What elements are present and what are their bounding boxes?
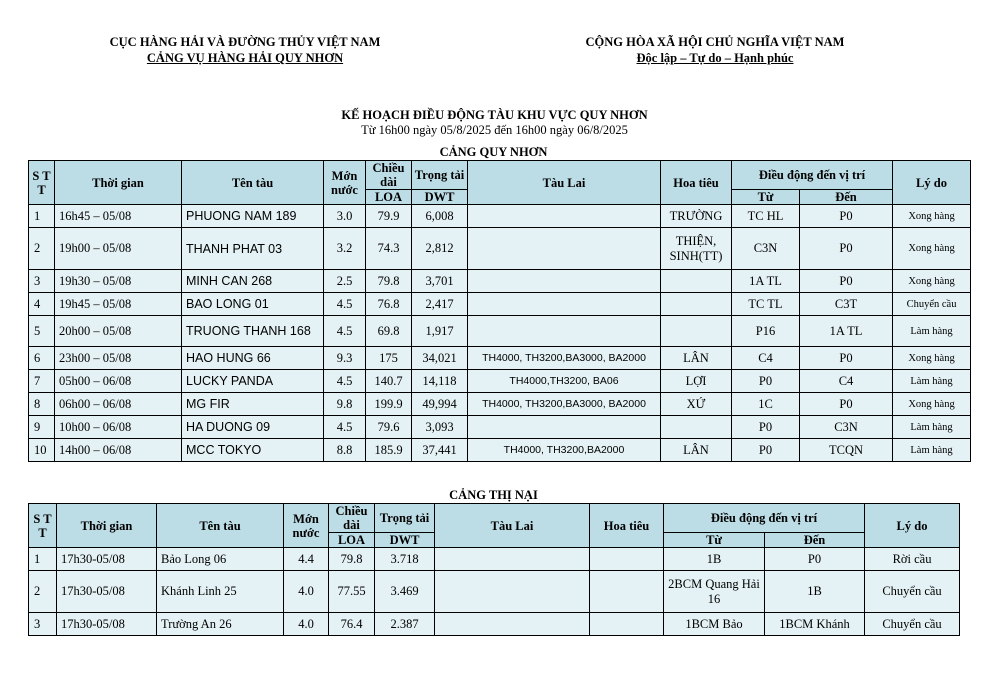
loa-cell: 76.8 xyxy=(366,293,412,316)
table-row xyxy=(29,613,960,636)
from-cell: 1C xyxy=(732,393,800,416)
from-cell: 1BCM Bảo xyxy=(664,613,765,636)
table-row xyxy=(29,370,971,393)
tug-cell xyxy=(468,293,661,316)
document-title: KẾ HOẠCH ĐIỀU ĐỘNG TÀU KHU VỰC QUY NHƠN xyxy=(341,108,648,122)
col-reason: Lý do xyxy=(893,161,971,205)
national-header xyxy=(520,34,910,66)
ship-name-cell: THANH PHAT 03 xyxy=(182,228,324,270)
document-subtitle: Từ 16h00 ngày 05/8/2025 đến 16h00 ngày 06/8/2025 xyxy=(361,123,628,137)
to-cell: P0 xyxy=(800,347,893,370)
dwt-cell: 2,812 xyxy=(412,228,468,270)
from-cell: TC HL xyxy=(732,205,800,228)
tug-cell xyxy=(468,316,661,347)
dwt-cell: 3,701 xyxy=(412,270,468,293)
col-pilot: Hoa tiêu xyxy=(590,504,664,548)
dwt-cell: 3,093 xyxy=(412,416,468,439)
stt-cell: 5 xyxy=(29,316,55,347)
pilot-cell xyxy=(661,270,732,293)
col-time: Thời gian xyxy=(55,161,182,205)
tug-cell: TH4000,TH3200, BA06 xyxy=(468,370,661,393)
dwt-cell: 1,917 xyxy=(412,316,468,347)
reason-cell: Làm hàng xyxy=(893,370,971,393)
ship-name-cell: Khánh Linh 25 xyxy=(157,571,284,613)
table-row xyxy=(29,347,971,370)
table-row xyxy=(29,205,971,228)
col-stt: S T T xyxy=(29,161,55,205)
time-cell: 23h00 – 05/08 xyxy=(55,347,182,370)
table-row xyxy=(29,416,971,439)
draft-cell: 3.2 xyxy=(324,228,366,270)
stt-cell: 1 xyxy=(29,548,57,571)
time-cell: 17h30-05/08 xyxy=(57,548,157,571)
col-move: Điều động đến vị trí xyxy=(664,504,865,533)
dwt-cell: 37,441 xyxy=(412,439,468,462)
draft-cell: 4.5 xyxy=(324,370,366,393)
loa-cell: 77.55 xyxy=(329,571,375,613)
time-cell: 17h30-05/08 xyxy=(57,613,157,636)
loa-cell: 199.9 xyxy=(366,393,412,416)
stt-cell: 3 xyxy=(29,270,55,293)
col-dwt: DWT xyxy=(412,190,468,205)
col-draft: Mớn nước xyxy=(284,504,329,548)
reason-cell: Chuyển cầu xyxy=(893,293,971,316)
col-move: Điều động đến vị trí xyxy=(732,161,893,190)
col-stt: S T T xyxy=(29,504,57,548)
to-cell: P0 xyxy=(765,548,865,571)
col-ship: Tên tàu xyxy=(157,504,284,548)
stt-cell: 8 xyxy=(29,393,55,416)
pilot-cell: TRƯỜNG xyxy=(661,205,732,228)
draft-cell: 3.0 xyxy=(324,205,366,228)
reason-cell: Chuyển cầu xyxy=(865,613,960,636)
loa-cell: 79.8 xyxy=(366,270,412,293)
ship-name-cell: HAO HUNG 66 xyxy=(182,347,324,370)
col-length: Chiều dài xyxy=(329,504,375,533)
loa-cell: 76.4 xyxy=(329,613,375,636)
tug-cell xyxy=(435,571,590,613)
dwt-cell: 3.469 xyxy=(375,571,435,613)
dwt-cell: 49,994 xyxy=(412,393,468,416)
stt-cell: 3 xyxy=(29,613,57,636)
from-cell: P0 xyxy=(732,416,800,439)
reason-cell: Xong hàng xyxy=(893,393,971,416)
col-tonnage: Trọng tải xyxy=(412,161,468,190)
tug-cell: TH4000, TH3200,BA2000 xyxy=(468,439,661,462)
reason-cell: Xong hàng xyxy=(893,205,971,228)
to-cell: TCQN xyxy=(800,439,893,462)
dwt-cell: 34,021 xyxy=(412,347,468,370)
time-cell: 05h00 – 06/08 xyxy=(55,370,182,393)
col-dwt: DWT xyxy=(375,533,435,548)
loa-cell: 79.9 xyxy=(366,205,412,228)
time-cell: 19h00 – 05/08 xyxy=(55,228,182,270)
ship-name-cell: PHUONG NAM 189 xyxy=(182,205,324,228)
table-row xyxy=(29,548,960,571)
col-to: Đến xyxy=(765,533,865,548)
stt-cell: 7 xyxy=(29,370,55,393)
reason-cell: Làm hàng xyxy=(893,439,971,462)
time-cell: 06h00 – 06/08 xyxy=(55,393,182,416)
col-tonnage: Trọng tải xyxy=(375,504,435,533)
to-cell: C3T xyxy=(800,293,893,316)
section-title-thi-nai: CẢNG THỊ NẠI xyxy=(449,488,538,502)
pilot-cell xyxy=(590,613,664,636)
stt-cell: 2 xyxy=(29,571,57,613)
dwt-cell: 2,417 xyxy=(412,293,468,316)
tug-cell xyxy=(435,548,590,571)
dwt-cell: 2.387 xyxy=(375,613,435,636)
table-row xyxy=(29,293,971,316)
loa-cell: 79.6 xyxy=(366,416,412,439)
stt-cell: 9 xyxy=(29,416,55,439)
reason-cell: Xong hàng xyxy=(893,347,971,370)
col-reason: Lý do xyxy=(865,504,960,548)
draft-cell: 4.4 xyxy=(284,548,329,571)
stt-cell: 10 xyxy=(29,439,55,462)
to-cell: P0 xyxy=(800,205,893,228)
tug-cell xyxy=(468,270,661,293)
from-cell: C4 xyxy=(732,347,800,370)
from-cell: TC TL xyxy=(732,293,800,316)
agency-name: CỤC HÀNG HẢI VÀ ĐƯỜNG THỦY VIỆT NAM xyxy=(109,35,381,49)
tug-cell xyxy=(468,228,661,270)
from-cell: C3N xyxy=(732,228,800,270)
stt-cell: 4 xyxy=(29,293,55,316)
national-motto: Độc lập – Tự do – Hạnh phúc xyxy=(636,51,794,65)
table-row xyxy=(29,393,971,416)
ship-name-cell: MINH CAN 268 xyxy=(182,270,324,293)
to-cell: C3N xyxy=(800,416,893,439)
table-row xyxy=(29,228,971,270)
dwt-cell: 6,008 xyxy=(412,205,468,228)
to-cell: P0 xyxy=(800,270,893,293)
pilot-cell: LÂN xyxy=(661,347,732,370)
col-to: Đến xyxy=(800,190,893,205)
time-cell: 14h00 – 06/08 xyxy=(55,439,182,462)
to-cell: 1BCM Khánh xyxy=(765,613,865,636)
col-loa: LOA xyxy=(366,190,412,205)
pilot-cell: THIỆN, SINH(TT) xyxy=(661,228,732,270)
table-row xyxy=(29,270,971,293)
tug-cell xyxy=(468,205,661,228)
ship-name-cell: BAO LONG 01 xyxy=(182,293,324,316)
reason-cell: Rời cầu xyxy=(865,548,960,571)
table-row xyxy=(29,439,971,462)
quy-nhon-schedule-table xyxy=(28,160,971,462)
stt-cell: 1 xyxy=(29,205,55,228)
draft-cell: 4.5 xyxy=(324,316,366,347)
loa-cell: 185.9 xyxy=(366,439,412,462)
draft-cell: 4.5 xyxy=(324,293,366,316)
loa-cell: 79.8 xyxy=(329,548,375,571)
port-authority-name: CẢNG VỤ HÀNG HẢI QUY NHƠN xyxy=(146,51,344,65)
pilot-cell xyxy=(590,548,664,571)
ship-name-cell: LUCKY PANDA xyxy=(182,370,324,393)
tug-cell: TH4000, TH3200,BA3000, BA2000 xyxy=(468,347,661,370)
dwt-cell: 14,118 xyxy=(412,370,468,393)
stt-cell: 2 xyxy=(29,228,55,270)
draft-cell: 2.5 xyxy=(324,270,366,293)
from-cell: 1A TL xyxy=(732,270,800,293)
from-cell: P0 xyxy=(732,439,800,462)
col-from: Từ xyxy=(664,533,765,548)
from-cell: P16 xyxy=(732,316,800,347)
ship-name-cell: MG FIR xyxy=(182,393,324,416)
dwt-cell: 3.718 xyxy=(375,548,435,571)
reason-cell: Chuyển cầu xyxy=(865,571,960,613)
ship-name-cell: MCC TOKYO xyxy=(182,439,324,462)
draft-cell: 8.8 xyxy=(324,439,366,462)
pilot-cell: LÂN xyxy=(661,439,732,462)
draft-cell: 4.0 xyxy=(284,571,329,613)
to-cell: 1B xyxy=(765,571,865,613)
to-cell: 1A TL xyxy=(800,316,893,347)
col-tug: Tàu Lai xyxy=(435,504,590,548)
col-draft: Mớn nước xyxy=(324,161,366,205)
from-cell: P0 xyxy=(732,370,800,393)
ship-name-cell: Trường An 26 xyxy=(157,613,284,636)
tug-cell: TH4000, TH3200,BA3000, BA2000 xyxy=(468,393,661,416)
col-length: Chiều dài xyxy=(366,161,412,190)
tug-cell xyxy=(468,416,661,439)
tug-cell xyxy=(435,613,590,636)
pilot-cell xyxy=(661,316,732,347)
ship-name-cell: HA DUONG 09 xyxy=(182,416,324,439)
draft-cell: 4.0 xyxy=(284,613,329,636)
reason-cell: Làm hàng xyxy=(893,416,971,439)
table-row xyxy=(29,316,971,347)
table-row xyxy=(29,571,960,613)
col-tug: Tàu Lai xyxy=(468,161,661,205)
to-cell: P0 xyxy=(800,393,893,416)
draft-cell: 9.8 xyxy=(324,393,366,416)
thi-nai-schedule-table xyxy=(28,503,960,636)
col-pilot: Hoa tiêu xyxy=(661,161,732,205)
stt-cell: 6 xyxy=(29,347,55,370)
nation-name: CỘNG HÒA XÃ HỘI CHỦ NGHĨA VIỆT NAM xyxy=(585,35,845,49)
time-cell: 19h30 – 05/08 xyxy=(55,270,182,293)
time-cell: 10h00 – 06/08 xyxy=(55,416,182,439)
col-loa: LOA xyxy=(329,533,375,548)
ship-name-cell: Bảo Long 06 xyxy=(157,548,284,571)
reason-cell: Xong hàng xyxy=(893,228,971,270)
loa-cell: 140.7 xyxy=(366,370,412,393)
to-cell: C4 xyxy=(800,370,893,393)
pilot-cell: LỢI xyxy=(661,370,732,393)
loa-cell: 175 xyxy=(366,347,412,370)
draft-cell: 9.3 xyxy=(324,347,366,370)
reason-cell: Làm hàng xyxy=(893,316,971,347)
col-time: Thời gian xyxy=(57,504,157,548)
draft-cell: 4.5 xyxy=(324,416,366,439)
time-cell: 16h45 – 05/08 xyxy=(55,205,182,228)
pilot-cell: XỨ xyxy=(661,393,732,416)
loa-cell: 69.8 xyxy=(366,316,412,347)
pilot-cell xyxy=(661,293,732,316)
time-cell: 20h00 – 05/08 xyxy=(55,316,182,347)
pilot-cell xyxy=(590,571,664,613)
pilot-cell xyxy=(661,416,732,439)
reason-cell: Xong hàng xyxy=(893,270,971,293)
col-ship: Tên tàu xyxy=(182,161,324,205)
time-cell: 17h30-05/08 xyxy=(57,571,157,613)
loa-cell: 74.3 xyxy=(366,228,412,270)
from-cell: 2BCM Quang Hải 16 xyxy=(664,571,765,613)
to-cell: P0 xyxy=(800,228,893,270)
ship-name-cell: TRUONG THANH 168 xyxy=(182,316,324,347)
time-cell: 19h45 – 05/08 xyxy=(55,293,182,316)
section-title-quy-nhon: CẢNG QUY NHƠN xyxy=(439,145,548,159)
agency-header xyxy=(60,34,430,66)
from-cell: 1B xyxy=(664,548,765,571)
col-from: Từ xyxy=(732,190,800,205)
